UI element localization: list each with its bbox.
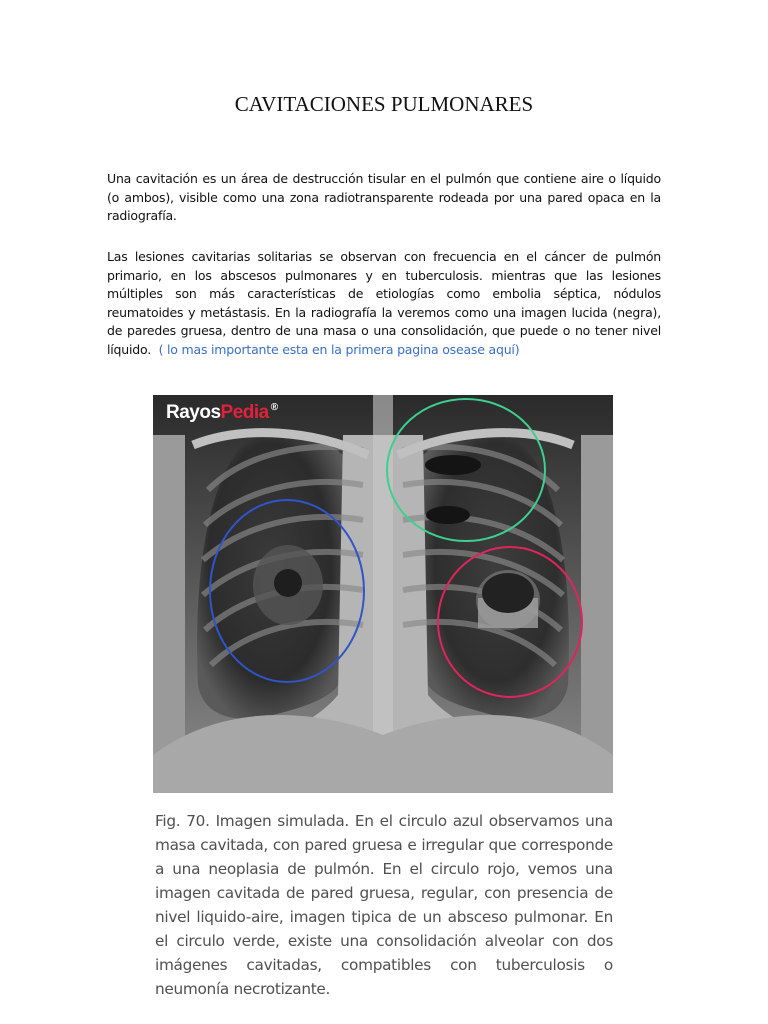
paragraph-definition: Una cavitación es un área de destrucción tisular en el pulmón que contiene aire o líquido (o ambos), visible como una zona radiotransparente rodeada por una pared opaca en la radiografía. [107, 171, 661, 224]
figure-caption: Fig. 70. Imagen simulada. En el circulo azul observamos una masa cavitada, con pared gruesa e irregular que corresponde a una neoplasia de pulmón. En el circulo rojo, vemos una imagen cavitada de pared gruesa, regular, con presencia de nivel liquido-aire, imagen tipica de un absceso pulmonar. En el circulo verde, existe una consolidación alveolar con dos imágenes cavitadas, compatibles con tuberculosis o neumonía necrotizante. [155, 812, 613, 998]
page-title: CAVITACIONES PULMONARES [234, 92, 534, 116]
rayospedia-logo: RayosPedia ® [166, 402, 278, 423]
paragraph-note: ( lo mas importante esta en la primera pagina osease aquí) [158, 341, 520, 357]
chest-xray-image [153, 395, 613, 793]
paragraph-lesions [107, 248, 661, 360]
paragraph-lesions-text: Las lesiones cavitarias solitarias se observan con frecuencia en el cáncer de pulmón primario, en los abscesos pulmonares y en tuberculosis. mientras que las lesiones múltiples son más características de etiologías como embolia séptica, nódulos reumatoides y metástasis. En la radiografía la veremos como una imagen lucida (negra), de paredes gruesa, dentro de una masa o una consolidación, que puede o no tener nivel líquido. [107, 249, 661, 357]
chest-xray-figure [153, 395, 613, 793]
